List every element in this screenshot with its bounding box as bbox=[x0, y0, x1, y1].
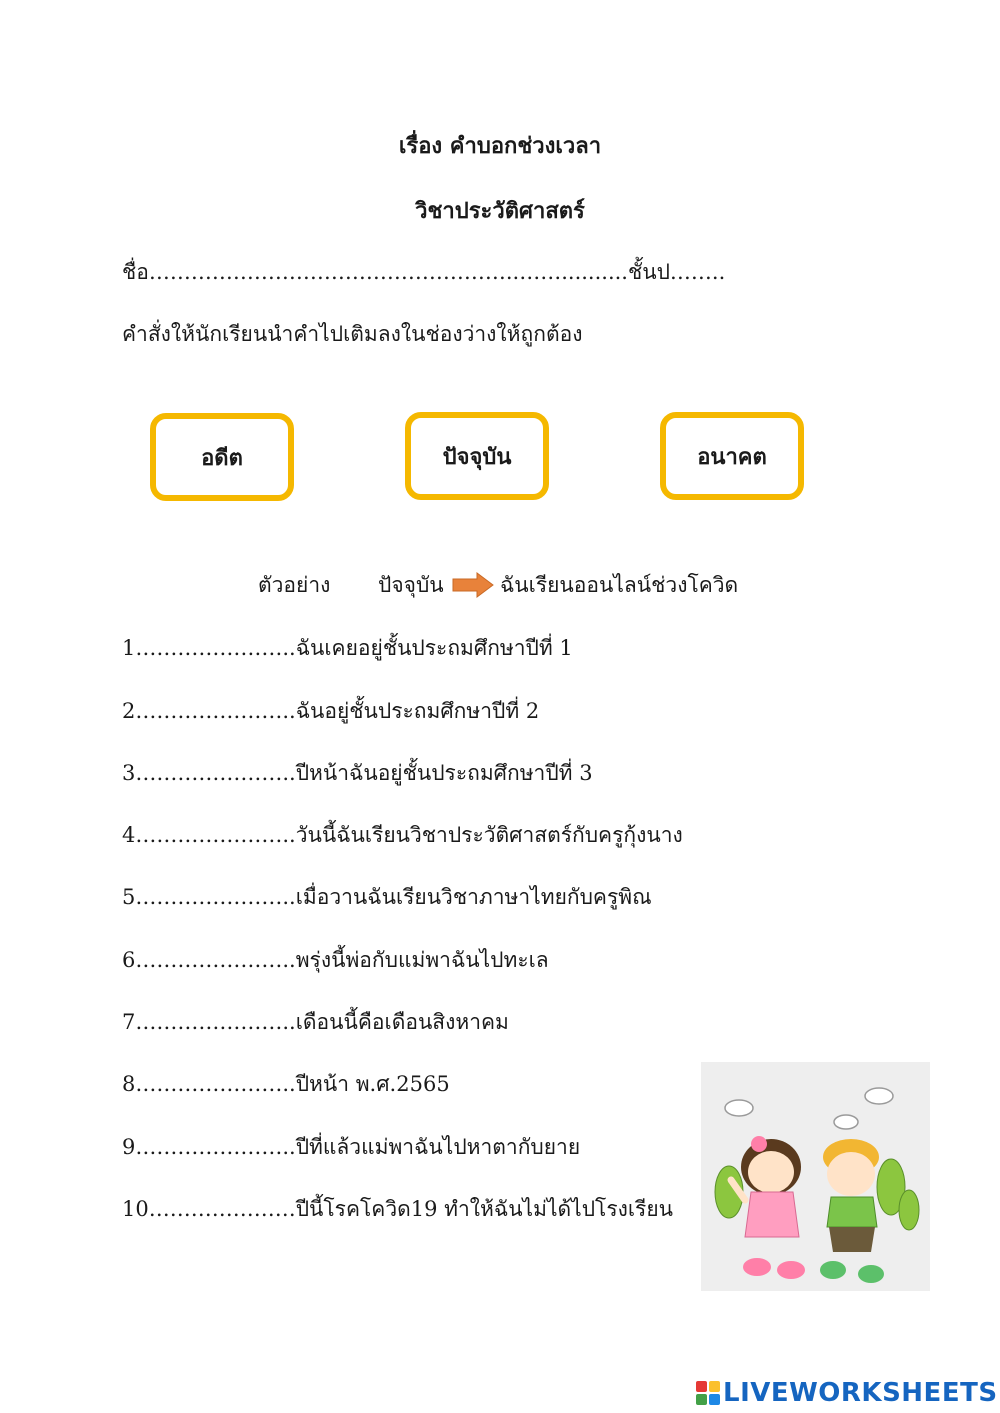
word-box-present: ปัจจุบัน bbox=[405, 412, 549, 500]
question-item: 4…………………..วันนี้ฉันเรียนวิชาประวัติศาสตร์กับครูกุ้งนาง bbox=[122, 823, 683, 847]
instruction-text: คำสั่งให้นักเรียนนำคำไปเติมลงในช่องว่างให้ถูกต้อง bbox=[122, 322, 583, 346]
question-item: 5…………………..เมื่อวานฉันเรียนวิชาภาษาไทยกับครูพิณ bbox=[122, 885, 652, 909]
word-box-past: อดีต bbox=[150, 413, 294, 501]
worksheet-subject: วิชาประวัติศาสตร์ bbox=[415, 198, 585, 224]
question-item: 1…………………..ฉันเคยอยู่ชั้นประถมศึกษาปีที่ 1 bbox=[122, 636, 573, 660]
example-word: ปัจจุบัน bbox=[378, 573, 444, 597]
arrow-right-icon bbox=[452, 572, 494, 598]
question-item: 3…………………..ปีหน้าฉันอยู่ชั้นประถมศึกษาปีที่ 3 bbox=[122, 761, 593, 785]
example-label: ตัวอย่าง bbox=[258, 573, 331, 597]
liveworksheets-brand: LIVEWORKSHEETS bbox=[723, 1378, 998, 1408]
liveworksheets-logo bbox=[696, 1378, 998, 1408]
children-walking-illustration bbox=[701, 1062, 930, 1291]
example-sentence: ฉันเรียนออนไลน์ช่วงโควิด bbox=[500, 573, 739, 597]
worksheet-topic: เรื่อง คำบอกช่วงเวลา bbox=[398, 133, 602, 159]
question-item: 6…………………..พรุ่งนี้พ่อกับแม่พาฉันไปทะเล bbox=[122, 948, 549, 972]
word-box-future: อนาคต bbox=[660, 412, 804, 500]
question-item: 10…………………ปีนี้โรคโควิด19 ทำให้ฉันไม่ได้ไปโรงเรียน bbox=[122, 1197, 673, 1221]
question-item: 9…………………..ปีที่แล้วแม่พาฉันไปหาตากับยาย bbox=[122, 1135, 581, 1159]
name-field-line: ชื่อ……………………………………………..……..........ชั้นป…….. bbox=[122, 260, 726, 284]
question-item: 7…………………..เดือนนี้คือเดือนสิงหาคม bbox=[122, 1010, 509, 1034]
question-item: 8…………………..ปีหน้า พ.ศ.2565 bbox=[122, 1072, 450, 1096]
question-item: 2…………………..ฉันอยู่ชั้นประถมศึกษาปีที่ 2 bbox=[122, 699, 540, 723]
liveworksheets-logo-icon bbox=[696, 1381, 720, 1405]
